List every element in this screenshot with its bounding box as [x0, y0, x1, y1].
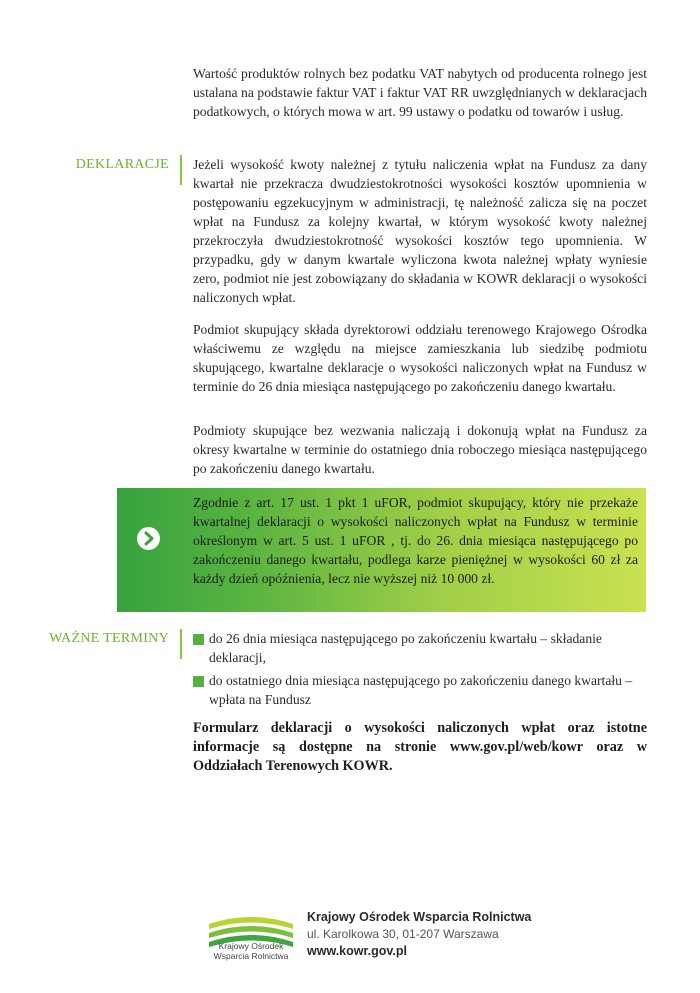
terminy-item-2: do ostatniego dnia miesiąca następującego po zakończeniu danego kwartału – wpłata na Fundusz [209, 673, 633, 707]
section-divider [180, 629, 182, 659]
footer-website-link[interactable]: www.kowr.gov.pl [307, 944, 408, 958]
section-label-terminy: WAŻNE TERMINY [49, 631, 169, 646]
logo-caption-line2: Wsparcia Rolnictwa [213, 951, 289, 961]
callout-text: Zgodnie z art. 17 ust. 1 pkt 1 uFOR, podmiot skupujący, który nie przekaże kwartalnej deklaracji o wysokości naliczonych wpłat na Fundusz w terminie określonym w art. 5 ust. 1 uFOR , tj. do 26. dnia miesiąca następującego po zakończeniu danego kwartału, podlega karze pieniężnej w wysokości 60 zł za każdy dzień opóźnienia, lecz nie wyższej niż 10 000 zł. [193, 495, 638, 586]
intro-paragraph: Wartość produktów rolnych bez podatku VAT nabytych od producenta rolnego jest ustalana na podstawie faktur VAT i faktur VAT RR uwzględnianych w deklaracjach podatkowych, o których mowa w art. 99 ustawy o podatku od towarów i usług. [193, 66, 647, 119]
section-divider [180, 155, 182, 185]
terminy-item-1: do 26 dnia miesiąca następującego po zakończeniu kwartału – składanie deklaracji, [209, 631, 602, 665]
deklaracje-paragraph-2: Podmiot skupujący składa dyrektorowi oddziału terenowego Krajowego Ośrodka właściwemu ze względu na miejsce zamieszkania lub siedzibę podmiotu skupującego, kwartalne deklaracje o wysokości naliczonych wpłat na Fundusz w terminie do 26 dnia miesiąca następującego po zakończeniu danego kwartału. [193, 322, 647, 394]
chevron-right-icon [137, 527, 160, 550]
footer-address: ul. Karolkowa 30, 01-207 Warszawa [307, 927, 499, 941]
bullet-square-icon [193, 676, 204, 687]
footer-org-name: Krajowy Ośrodek Wsparcia Rolnictwa [307, 910, 532, 924]
logo-caption-line1: Krajowy Ośrodek [218, 941, 284, 951]
bullet-square-icon [193, 634, 204, 645]
deklaracje-paragraph-1: Jeżeli wysokość kwoty należnej z tytułu naliczenia wpłat na Fundusz za dany kwartał nie przekracza dwudziestokrotności wysokości kosztów upomnienia w postępowaniu egzekucyjnym w administracji, tę należność zalicza się na poczet wpłat na Fundusz za kolejny kwartał, w którym wysokość kwoty należnej przekroczyła dwudziestokrotność wysokości kosztów tego upomnienia. W przypadku, gdy w danym kwartale wyliczona kwota należnej wpłaty wyniesie zero, podmiot nie jest zobowiązany do składania w KOWR deklaracji o wysokości naliczonych wpłat. [193, 157, 647, 305]
section-label-deklaracje: DEKLARACJE [75, 157, 169, 172]
info-note: Formularz deklaracji o wysokości naliczonych wpłat oraz istotne informacje są dostępne na stronie www.gov.pl/web/kowr oraz w Oddziałach Terenowych KOWR. [193, 720, 647, 774]
deklaracje-paragraph-3: Podmioty skupujące bez wezwania naliczają i dokonują wpłat na Fundusz za okresy kwartalne w terminie do ostatniego dnia roboczego miesiąca następującego po zakończeniu danego kwartału. [193, 423, 647, 476]
